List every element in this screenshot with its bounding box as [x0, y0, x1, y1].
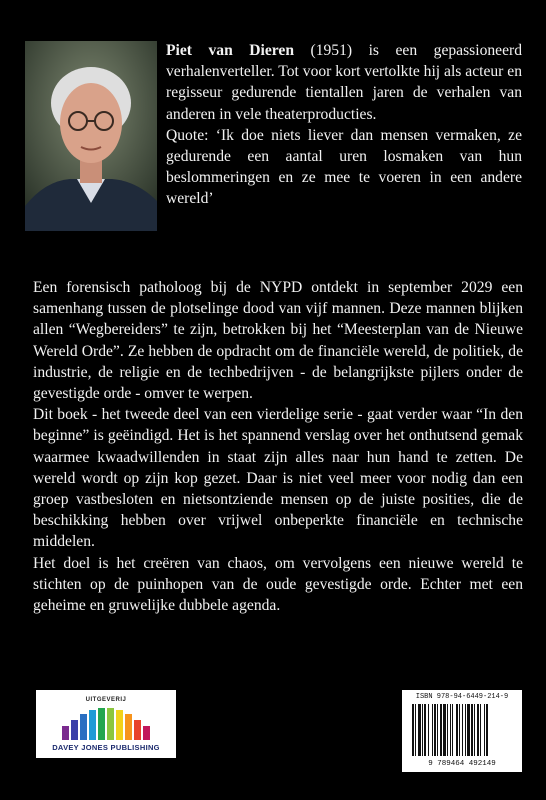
barcode-bar — [484, 704, 485, 756]
publisher-bar — [62, 726, 69, 740]
description-paragraph-3: Het doel is het creëren van chaos, om vervolgens een nieuwe wereld te stichten op de puinhopen van de oude gevestigde orde. Echter met een geheime en gruwelijke dubbele agenda. — [33, 554, 523, 615]
publisher-bar — [143, 726, 150, 740]
barcode-bar — [415, 704, 416, 756]
barcode-bar — [486, 704, 488, 756]
author-quote: Quote: ‘Ik doe niets liever dan mensen vermaken, ze gedurende een aantal uren losmaken van hun beslommeringen en ze mee te voeren in een andere wereld’ — [166, 126, 522, 208]
author-photo — [25, 41, 157, 231]
book-description — [33, 277, 523, 616]
barcode-bar — [480, 704, 481, 756]
author-bio-text: (1951) is een gepassioneerd verhalenverteller. Tot voor kort vertolkte hij als acteur en regisseur gedurende tientallen jaren de verhalen van anderen in vele theaterproducties. — [166, 42, 522, 123]
barcode-bar — [428, 704, 429, 756]
barcode-bar — [443, 704, 446, 756]
isbn-number: ISBN 978-94-6449-214-9 — [415, 693, 509, 701]
publisher-name: DAVEY JONES PUBLISHING — [52, 743, 160, 752]
barcode-bar — [440, 704, 442, 756]
barcode-bar — [452, 704, 453, 756]
barcode-bar — [432, 704, 433, 756]
publisher-bar — [125, 714, 132, 740]
isbn-barcode — [402, 690, 522, 772]
barcode-bar — [437, 704, 438, 756]
description-paragraph-1: Een forensisch patholoog bij de NYPD ontdekt in september 2029 een samenhang tussen de plotselinge dood van vijf mannen. Deze mannen blijken allen “Wegbereiders” te zijn, betrokken bij het “Meesterplan van de Nieuwe Wereld Orde”. Ze hebben de opdracht om de financiële wereld, de politiek, de industrie, de religie en de techbedrijven - de belangrijkste pijlers onder de gevestigde orde - omver te werpen. — [33, 279, 523, 403]
barcode-bar — [456, 704, 458, 756]
publisher-logo — [36, 690, 176, 758]
publisher-bar — [107, 708, 114, 740]
barcode-bar — [447, 704, 448, 756]
barcode-bar — [450, 704, 451, 756]
publisher-bar — [134, 720, 141, 740]
author-portrait — [25, 41, 157, 231]
barcode-bar — [462, 704, 463, 756]
publisher-bar — [89, 710, 96, 740]
barcode-bar — [424, 704, 426, 756]
author-name: Piet van Dieren — [166, 42, 295, 59]
publisher-bar — [116, 710, 123, 740]
barcode-bar — [418, 704, 421, 756]
barcode-bar — [477, 704, 479, 756]
barcode-bar — [412, 704, 414, 756]
barcode-digits: 9 789464 492149 — [428, 760, 496, 768]
barcode-bar — [465, 704, 466, 756]
barcode-bar — [434, 704, 436, 756]
barcode-bar — [474, 704, 475, 756]
publisher-bar — [71, 720, 78, 740]
publisher-bar — [98, 708, 105, 740]
barcode-bar — [467, 704, 470, 756]
publisher-bar — [80, 714, 87, 740]
description-paragraph-2: Dit boek - het tweede deel van een vierdelige serie - gaat verder waar “In den beginne” is geëindigd. Het is het spannend verslag over het onthutsend gemak waarmee kwaadwillenden in staat zijn alles naar hun hand te zetten. De wereld wordt op zijn kop gezet. Daar is niet veel meer voor nodig dan een groep vastbesloten en nietsontziende mensen op de juiste posities, die de beschikking hebben over vrijwel onbeperkte financiële en technische middelen. — [33, 406, 523, 551]
barcode-bar — [471, 704, 473, 756]
author-bio — [166, 40, 522, 210]
publisher-label: UITGEVERIJ — [85, 697, 127, 703]
barcode-bar — [459, 704, 460, 756]
barcode-bar — [422, 704, 423, 756]
